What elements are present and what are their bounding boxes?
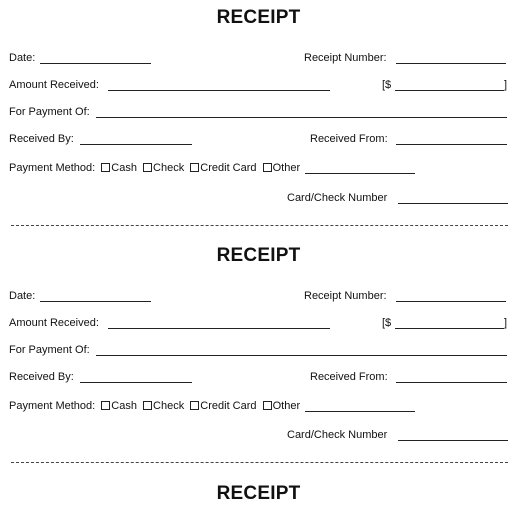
for-payment-of-label: For Payment Of:: [9, 106, 90, 118]
amount-received-field[interactable]: [108, 90, 330, 91]
payment-option-credit-card[interactable]: Credit Card: [190, 400, 256, 412]
receipt-number-field[interactable]: [396, 63, 506, 64]
amount-received-field[interactable]: [108, 328, 330, 329]
checkbox-icon[interactable]: [263, 163, 272, 172]
received-from-field[interactable]: [396, 144, 507, 145]
for-payment-of-field[interactable]: [96, 355, 507, 356]
received-by-label: Received By:: [9, 371, 74, 383]
receipt-number-field[interactable]: [396, 301, 506, 302]
receipt-number-label: Receipt Number:: [304, 290, 387, 302]
card-check-number-label: Card/Check Number: [287, 429, 388, 441]
card-check-number-field[interactable]: [398, 440, 508, 441]
amount-bracket-open: [$: [382, 317, 392, 329]
for-payment-of-field[interactable]: [96, 117, 507, 118]
date-field[interactable]: [40, 301, 151, 302]
payment-option-other[interactable]: Other: [263, 400, 301, 412]
payment-option-other[interactable]: Other: [263, 162, 301, 174]
receipt-title: RECEIPT: [216, 245, 301, 266]
payment-option-check[interactable]: Check: [143, 162, 184, 174]
payment-method-label: Payment Method:: [9, 162, 96, 174]
amount-numeric-field[interactable]: [395, 90, 504, 91]
receipt-title: RECEIPT: [216, 483, 301, 504]
payment-method-label: Payment Method:: [9, 400, 96, 412]
checkbox-icon[interactable]: [101, 163, 110, 172]
checkbox-icon[interactable]: [190, 163, 199, 172]
amount-received-label: Amount Received:: [9, 79, 99, 91]
checkbox-icon[interactable]: [263, 401, 272, 410]
payment-other-field[interactable]: [305, 173, 415, 174]
received-from-label: Received From:: [310, 371, 388, 383]
amount-bracket-open: [$: [382, 79, 392, 91]
amount-bracket-close: ]: [504, 79, 508, 91]
cut-line-divider: [11, 462, 508, 463]
payment-option-cash[interactable]: Cash: [101, 400, 137, 412]
received-by-label: Received By:: [9, 133, 74, 145]
checkbox-icon[interactable]: [190, 401, 199, 410]
payment-method-row: [9, 161, 300, 175]
date-label: Date:: [9, 52, 36, 64]
cut-line-divider: [11, 225, 508, 226]
date-label: Date:: [9, 290, 36, 302]
payment-other-field[interactable]: [305, 411, 415, 412]
checkbox-icon[interactable]: [143, 401, 152, 410]
received-from-field[interactable]: [396, 382, 507, 383]
amount-received-label: Amount Received:: [9, 317, 99, 329]
payment-method-row: [9, 399, 300, 413]
received-by-field[interactable]: [80, 382, 192, 383]
checkbox-icon[interactable]: [143, 163, 152, 172]
amount-bracket-close: ]: [504, 317, 508, 329]
payment-option-cash[interactable]: Cash: [101, 162, 137, 174]
card-check-number-label: Card/Check Number: [287, 192, 388, 204]
date-field[interactable]: [40, 63, 151, 64]
received-by-field[interactable]: [80, 144, 192, 145]
checkbox-icon[interactable]: [101, 401, 110, 410]
amount-numeric-field[interactable]: [395, 328, 504, 329]
received-from-label: Received From:: [310, 133, 388, 145]
payment-option-credit-card[interactable]: Credit Card: [190, 162, 256, 174]
for-payment-of-label: For Payment Of:: [9, 344, 90, 356]
receipt-number-label: Receipt Number:: [304, 52, 387, 64]
card-check-number-field[interactable]: [398, 203, 508, 204]
payment-option-check[interactable]: Check: [143, 400, 184, 412]
receipt-title: RECEIPT: [216, 7, 301, 28]
